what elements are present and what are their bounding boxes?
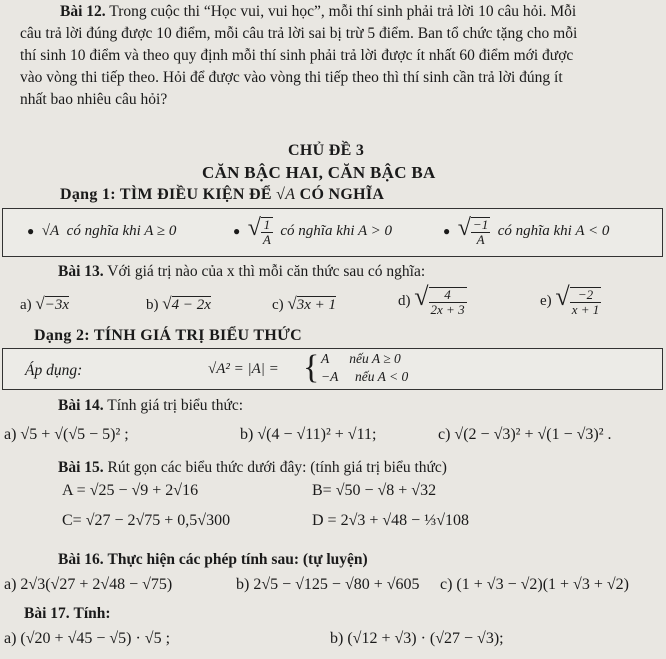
bai13-b: b) √4 − 2x <box>146 294 211 313</box>
apply-label: Áp dụng: <box>25 362 83 379</box>
bai14-b: b) √(4 − √11)² + √11; <box>240 426 377 443</box>
bai13-a: a) √−3x <box>20 294 70 313</box>
chapter-title: CĂN BẬC HAI, CĂN BẬC BA <box>202 163 436 182</box>
bai12-title: Bài 12. <box>60 3 106 20</box>
bai14-c: c) √(2 − √3)² + √(1 − √3)² . <box>438 426 612 443</box>
dang2-heading: Dạng 2: TÍNH GIÁ TRỊ BIỂU THỨC <box>34 327 303 344</box>
bai13-d: d) √ $\frac{4}{2x + 3}$ <box>398 282 465 317</box>
bai13-e: e) √ $\frac{-2}{x + 1}$ <box>540 282 600 317</box>
bai13-statement: Bài 13. Với giá trị nào của x thì mỗi căn thức sau có nghĩa: <box>58 263 426 280</box>
bai17-statement: Bài 17. Tính: <box>24 605 111 622</box>
dang1-heading: Dạng 1: TÌM ĐIỀU KIỆN ĐỂ √A CÓ NGHĨA <box>60 186 385 203</box>
bai15-C: C= √27 − 2√75 + 0,5√300 <box>62 512 231 529</box>
condition-1: ● √A có nghĩa khi A ≥ 0 <box>27 223 177 239</box>
bai12-line4: vào vòng thi tiếp theo. Hỏi để được vào vòng thi tiếp theo thì thí sinh cần trả lời đúng ít <box>20 69 563 86</box>
bai16-statement: Bài 16. Thực hiện các phép tính sau: (tự luyện) <box>58 551 368 568</box>
bai13-c: c) √3x + 1 <box>272 294 337 313</box>
bai16-c: c) (1 + √3 − √2)(1 + √3 + √2) <box>440 576 629 593</box>
bai15-A: A = √25 − √9 + 2√16 <box>62 482 199 499</box>
case-2: −A nếu A < 0 <box>321 369 409 384</box>
bai16-b: b) 2√5 − √125 − √80 + √605 <box>236 576 420 593</box>
bai15-B: B= √50 − √8 + √32 <box>312 482 437 499</box>
bai12-line1: Bài 12. Trong cuộc thi “Học vui, vui học”, mỗi thí sinh phải trả lời 10 câu hỏi. Mỗi <box>60 3 577 20</box>
condition-3: ● √ $\frac{-1}{A}$ có nghĩa khi A < 0 <box>443 215 610 247</box>
condition-2: ● √ $\frac{1}{A}$ có nghĩa khi A > 0 <box>233 215 393 247</box>
bai16-a: a) 2√3(√27 + 2√48 − √75) <box>4 576 173 593</box>
bai17-b: b) (√12 + √3) · (√27 − √3); <box>330 630 504 647</box>
bai12-line2: câu trả lời đúng được 10 điểm, mỗi câu trả lời sai bị trừ 5 điểm. Ban tổ chức tặng cho mỗi <box>20 25 578 42</box>
chapter-number: CHỦ ĐỀ 3 <box>288 142 365 159</box>
brace-icon: { <box>303 349 320 386</box>
bai15-D: D = 2√3 + √48 − ⅓√108 <box>312 512 469 529</box>
dang1-box <box>2 208 663 257</box>
bai14-statement: Bài 14. Tính giá trị biểu thức: <box>58 397 244 414</box>
case-1: A nếu A ≥ 0 <box>321 351 401 366</box>
abs-formula: √A² = |A| = <box>208 361 279 377</box>
bai12-line5: nhất bao nhiêu câu hỏi? <box>20 91 168 108</box>
dang2-box <box>2 348 663 390</box>
bai14-a: a) √5 + √(√5 − 5)² ; <box>4 426 129 443</box>
bai12-line3: thí sinh 10 điểm và theo quy định mỗi thí sinh phải trả lời được ít nhất 60 điểm mới được <box>20 47 574 64</box>
bai15-statement: Bài 15. Rút gọn các biểu thức dưới đây: (tính giá trị biểu thức) <box>58 459 447 476</box>
bai17-a: a) (√20 + √45 − √5) · √5 ; <box>4 630 171 647</box>
